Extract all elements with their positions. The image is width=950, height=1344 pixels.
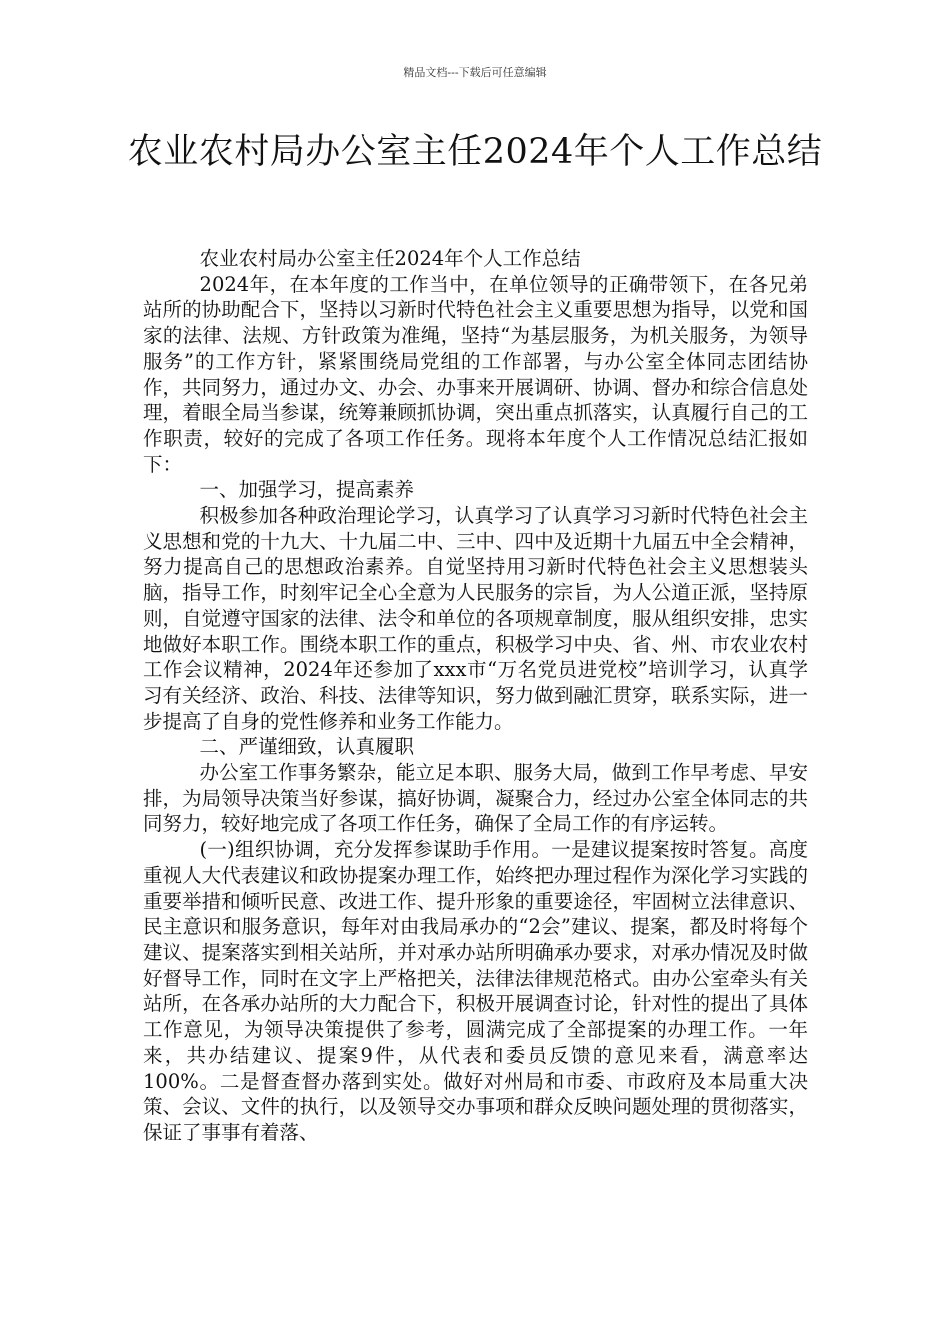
paragraph-intro: 2024年，在本年度的工作当中，在单位领导的正确带领下，在各兄弟站所的协助配合下，坚持以习新时代特色社会主义重要思想为指导，以党和国家的法律、法规、方针政策为准绳，坚持“为基层服务，为机关服务，为领导服务”的工作方针，紧紧围绕局党组的工作部署，与办公室全体同志团结协作，共同努力，通过办文、办会、办事来开展调研、协调、督办和综合信息处理，着眼全局当参谋，统筹兼顾抓协调，突出重点抓落实，认真履行自己的工作职责，较好的完成了各项工作任务。现将本年度个人工作情况总结汇报如下：	[143, 272, 808, 476]
paragraph-duties: 办公室工作事务繁杂，能立足本职、服务大局，做到工作早考虑、早安排，为局领导决策当好参谋，搞好协调，凝聚合力，经过办公室全体同志的共同努力，较好地完成了各项工作任务，确保了全局工作的有序运转。	[143, 761, 808, 836]
page-header-note: 精品文档---下载后可任意编辑	[403, 66, 547, 79]
section-heading-1: 一、加强学习，提高素养	[199, 478, 415, 502]
paragraph-study: 积极参加各种政治理论学习，认真学习了认真学习习新时代特色社会主义思想和党的十九大、十九届二中、三中、四中及近期十九届五中全会精神，努力提高自己的思想政治素养。自觉坚持用习新时代特色社会主义思想装头脑，指导工作，时刻牢记全心全意为人民服务的宗旨，为人公道正派，坚持原则，自觉遵守国家的法律、法令和单位的各项规章制度，服从组织安排，忠实地做好本职工作。围绕本职工作的重点，积极学习中央、省、州、市农业农村工作会议精神，2024年还参加了xxx市“万名党员进党校”培训学习，认真学习有关经济、政治、科技、法律等知识，努力做到融汇贯穿，联系实际，进一步提高了自身的党性修养和业务工作能力。	[143, 504, 808, 733]
paragraph-subtitle: 农业农村局办公室主任2024年个人工作总结	[199, 247, 581, 270]
section-heading-2: 二、严谨细致，认真履职	[199, 735, 415, 759]
document-title: 农业农村局办公室主任2024年个人工作总结	[127, 132, 823, 172]
document-body	[143, 246, 808, 1146]
paragraph-coordination: (一)组织协调，充分发挥参谋助手作用。一是建议提案按时答复。高度重视人大代表建议和政协提案办理工作，始终把办理过程作为深化学习实践的重要举措和倾听民意、改进工作、提升形象的重要途径，牢固树立法律意识、民主意识和服务意识，每年对由我局承办的“2会”建议、提案，都及时将每个建议、提案落实到相关站所，并对承办站所明确承办要求，对承办情况及时做好督导工作，同时在文字上严格把关，法律法律规范格式。由办公室牵头有关站所，在各承办站所的大力配合下，积极开展调查讨论，针对性的提出了具体工作意见，为领导决策提供了参考，圆满完成了全部提案的办理工作。一年来，共办结建议、提案9件，从代表和委员反馈的意见来看，满意率达100%。二是督查督办落到实处。做好对州局和市委、市政府及本局重大决策、会议、文件的执行，以及领导交办事项和群众反映问题处理的贯彻落实，保证了事事有着落、	[143, 838, 808, 1144]
